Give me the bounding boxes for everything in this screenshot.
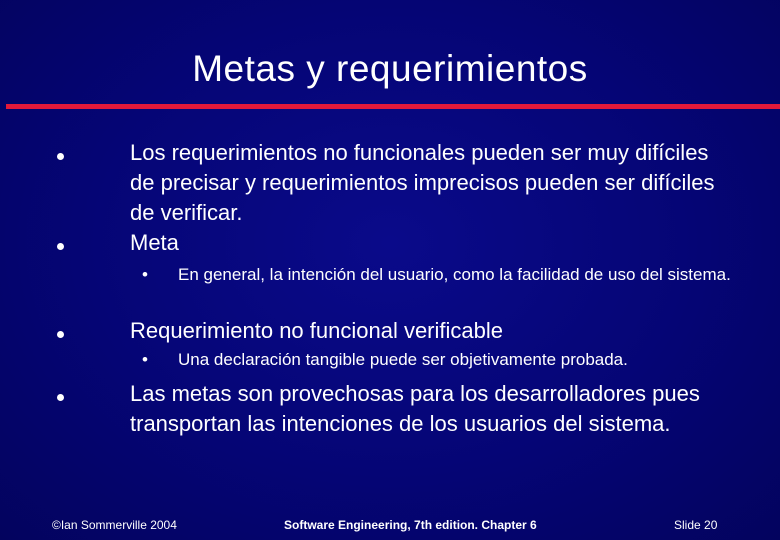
bullet-item <box>130 316 730 346</box>
sub-bullet-item <box>142 264 738 286</box>
sub-bullet-text: En general, la intención del usuario, como la facilidad de uso del sistema. <box>178 265 731 284</box>
bullet-dot-icon <box>57 243 64 250</box>
bullet-text: Los requerimientos no funcionales pueden ser muy difíciles de precisar y requerimientos imprecisos pueden ser difíciles de verificar. <box>130 140 715 225</box>
sub-bullet-text: Una declaración tangible puede ser objetivamente probada. <box>178 350 628 369</box>
footer-copyright: ©Ian Sommerville 2004 <box>52 518 177 532</box>
sub-bullet-item <box>142 349 738 371</box>
footer-slide-number: Slide 20 <box>674 518 718 532</box>
bullet-dot-icon <box>57 331 64 338</box>
bullet-text: Requerimiento no funcional verificable <box>130 318 503 343</box>
bullet-text: Las metas son provechosas para los desarrolladores pues transportan las intenciones de los usuarios del sistema. <box>130 381 700 436</box>
bullet-item <box>130 228 730 258</box>
bullet-item <box>130 138 730 228</box>
bullet-dot-icon <box>57 153 64 160</box>
bullet-item <box>130 379 730 439</box>
bullet-dot-icon <box>57 394 64 401</box>
footer-book-title: Software Engineering, 7th edition. Chapter 6 <box>284 518 537 532</box>
slide-title: Metas y requerimientos <box>192 48 588 89</box>
sub-bullet-glyph-icon: • <box>142 350 148 369</box>
sub-bullet-glyph-icon: • <box>142 265 148 284</box>
bullet-text: Meta <box>130 230 179 255</box>
